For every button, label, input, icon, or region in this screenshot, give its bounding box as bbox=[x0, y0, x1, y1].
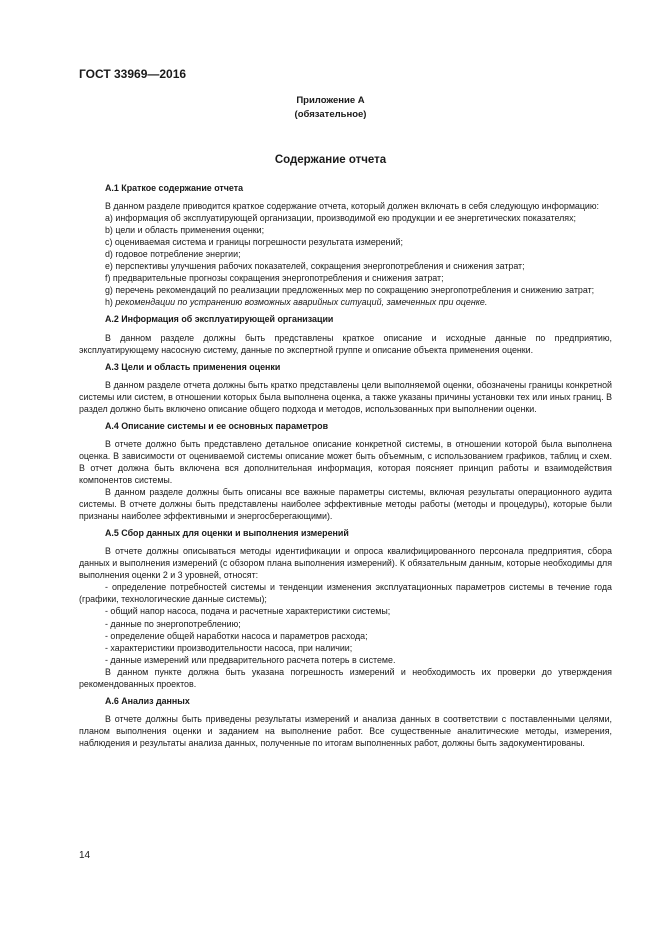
section-heading-a5: А.5 Сбор данных для оценки и выполнения измерений bbox=[105, 528, 349, 539]
page-number: 14 bbox=[79, 850, 91, 861]
document-body bbox=[79, 182, 612, 749]
paragraph: В данном разделе приводится краткое содержание отчета, который должен включать в себя следующую информацию: bbox=[105, 201, 600, 212]
annex-subtitle: (обязательное) bbox=[294, 109, 367, 120]
list-item: - данные измерений или предварительного расчета потерь в системе. bbox=[105, 654, 396, 665]
list-item bbox=[79, 296, 612, 308]
list-item: - общий напор насоса, подача и расчетные характеристики системы; bbox=[105, 606, 391, 617]
list-item-text: рекомендации по устранению возможных аварийных ситуаций, замеченных при оценке. bbox=[115, 297, 488, 308]
list-item: g) перечень рекомендаций по реализации предложенных мер по сокращению энергопотребления и снижению затрат; bbox=[105, 285, 595, 296]
document-code-header: ГОСТ 33969—2016 bbox=[79, 67, 187, 81]
list-item-label: h) bbox=[105, 297, 113, 308]
list-item: f) предварительные прогнозы сокращения энергопотребления и снижения затрат; bbox=[105, 273, 444, 284]
list-item: - определение общей наработки насоса и параметров расхода; bbox=[105, 630, 368, 641]
paragraph: В данном разделе отчета должны быть кратко представлены цели выполняемой оценки, обозначены границы конкретной системы или систем, в отношении которых была выполнена оценка, а также указаны причины установки тех или иных границ. В раздел должно быть включено описание общего подхода и методов, использованных при выполнении оценки. bbox=[79, 379, 612, 414]
section-heading-a6: А.6 Анализ данных bbox=[105, 695, 190, 706]
paragraph: В данном разделе должны быть представлены краткое описание и исходные данные по предприятию, эксплуатирующему насосную систему, данные по экспертной группе и описание объекта применения оценки. bbox=[79, 332, 612, 355]
list-item: b) цели и область применения оценки; bbox=[105, 225, 265, 236]
paragraph: В данном пункте должна быть указана погрешность измерений и необходимость их проверки до утверждения рекомендованных проектов. bbox=[79, 666, 612, 689]
section-heading-a2: А.2 Информация об эксплуатирующей организации bbox=[105, 314, 334, 325]
list-item: a) информация об эксплуатирующей организации, производимой ею продукции и ее энергетических показателях; bbox=[105, 213, 577, 224]
section-heading-a3: А.3 Цели и область применения оценки bbox=[105, 361, 281, 372]
content-title: Содержание отчета bbox=[274, 154, 387, 166]
list-item: c) оцениваемая система и границы погрешности результата измерений; bbox=[105, 237, 403, 248]
list-item: - определение потребностей системы и тенденции изменения эксплуатационных параметров системы в течение года (графики, технологические данные системы); bbox=[79, 582, 612, 605]
list-item: d) годовое потребление энергии; bbox=[105, 249, 241, 260]
list-item: e) перспективы улучшения рабочих показателей, сокращения энергопотребления и снижения затрат; bbox=[105, 261, 525, 272]
list-item: - характеристики производительности насоса, при наличии; bbox=[105, 642, 353, 653]
section-heading-a1: А.1 Краткое содержание отчета bbox=[105, 183, 244, 193]
list-item: - данные по энергопотреблению; bbox=[105, 618, 241, 629]
annex-title: Приложение А bbox=[296, 95, 365, 106]
paragraph: В отчете должно быть представлено детальное описание конкретной системы, в отношении которой была выполнена оценка. В зависимости от оцениваемой системы описание может быть объемным, с использованием графиков, таблиц и схем. В отчет должна быть включена вся дополнительная информация, которая поясняет принцип работы и взаимодействия компонентов системы. bbox=[79, 438, 612, 485]
paragraph: В отчете должны описываться методы идентификации и опроса квалифицированного персонала предприятия, сбора данных и выполнения измерений (с обзором плана выполнения измерений). К обязательным данным, которые необходимы для выполнения оценки 2 и 3 уровней, относят: bbox=[79, 546, 612, 581]
paragraph: В данном разделе должны быть описаны все важные параметры системы, включая результаты операционного аудита системы. В отчете должны быть представлены наиболее эффективные методы работы (методы и процедуры), которые были признаны наиболее эффективными и энергосберегающими). bbox=[79, 487, 612, 522]
paragraph: В отчете должны быть приведены результаты измерений и анализа данных в соответствии с поставленными целями, планом выполнения оценки и заданием на выполнение работ. Все существенные аналитические методы, измерения, наблюдения и результаты анализа данных, полученные по итогам выполненных работ, должны быть задокументированы. bbox=[79, 713, 612, 748]
section-heading-a4: А.4 Описание системы и ее основных параметров bbox=[105, 420, 329, 431]
